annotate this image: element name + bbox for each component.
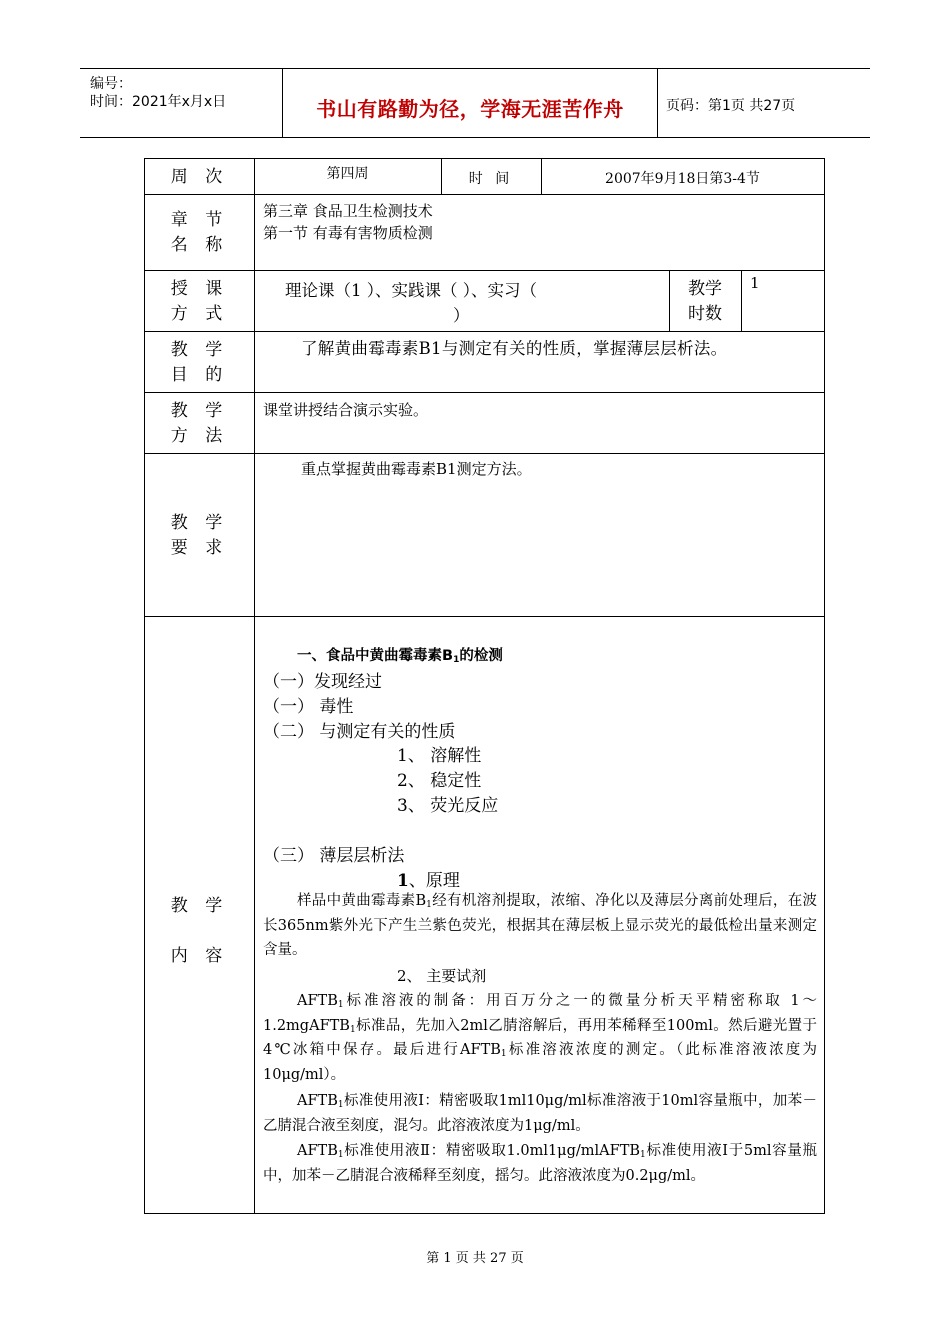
purpose-label-line-1: 教 学 — [170, 340, 229, 360]
hours-label-line-2: 时数 — [688, 304, 722, 324]
content-label — [145, 881, 254, 981]
content-line: 1、原理 — [397, 871, 460, 891]
time-value: 2007年9月18日第3-4节 — [605, 171, 760, 187]
requirement-label — [145, 511, 254, 561]
method-label-line-2: 方 法 — [170, 426, 229, 446]
label-column-divider — [254, 159, 255, 1213]
chapter-label — [145, 208, 254, 258]
hours-value: 1 — [750, 274, 760, 292]
principle-paragraph: 样品中黄曲霉毒素$B_1$经有机溶剂提取，浓缩、净化以及薄层分离前处理后，在波长365nm紫外光下产生兰紫色荧光，根据其在薄层板上显示荧光的最低检出量来测定含量。 — [263, 893, 818, 958]
content-line: （一）发现经过 — [263, 672, 382, 692]
chapter-line: 第三章 食品卫生检测技术 — [263, 202, 433, 220]
content-line: 2、 稳定性 — [397, 771, 482, 791]
content-label-line-2: 内 容 — [170, 946, 229, 966]
mode-label-line-1: 授 课 — [170, 279, 229, 299]
requirement-text: 重点掌握黄曲霉毒素B1测定方法。 — [301, 460, 532, 478]
document-header — [80, 68, 870, 138]
document-number-label: 编号： — [90, 76, 132, 92]
mode-value — [263, 278, 663, 328]
row-divider — [145, 331, 824, 332]
row-divider — [145, 616, 824, 617]
content-line: （三） 薄层层析法 — [263, 846, 405, 866]
requirement-label-line-1: 教 学 — [170, 513, 229, 533]
working-solution-1-paragraph: $AFTB_1$标准使用液Ⅰ：精密吸取1ml10μg/ml标准溶液于10ml容量瓶中，加苯－乙腈混合液至刻度，混匀。此溶液浓度为1μg/ml。 — [263, 1093, 817, 1134]
row-divider — [145, 194, 824, 195]
header-motto-cell — [282, 69, 658, 137]
working-solution-2-paragraph: $AFTB_1$标准使用液Ⅱ：精密吸取1.0ml1μg/mlAFTB$_1$标准使用液Ⅰ于5ml容量瓶中，加苯－乙腈混合液稀释至刻度，摇匀。此溶液浓度为0.2μg/ml。 — [263, 1143, 817, 1184]
content-line: （一） 毒性 — [263, 697, 354, 717]
time-label: 时 间 — [468, 171, 514, 187]
week-value: 第四周 — [326, 166, 369, 182]
mode-line-1: 理论课（1 ）、实践课（ ）、实习（ — [285, 281, 537, 300]
content-heading: 一、食品中黄曲霉毒素$B_1$的检测 — [297, 648, 503, 665]
header-left-cell — [80, 69, 282, 137]
mode-label — [145, 277, 254, 327]
hours-label — [669, 277, 741, 327]
header-page-cell — [658, 69, 870, 137]
purpose-label — [145, 338, 254, 388]
content-line: 2、 主要试剂 — [397, 967, 487, 985]
content-line: 1、 溶解性 — [397, 746, 482, 766]
row-divider — [145, 453, 824, 454]
method-text: 课堂讲授结合演示实验。 — [263, 401, 429, 419]
content-line: （二） 与测定有关的性质 — [263, 722, 456, 742]
hours-label-line-1: 教学 — [688, 279, 722, 299]
row-divider — [145, 270, 824, 271]
content-line: 3、 荧光反应 — [397, 796, 499, 816]
purpose-text: 了解黄曲霉毒素B1与测定有关的性质，掌握薄层层析法。 — [301, 339, 728, 358]
chapter-names — [263, 200, 433, 244]
method-label — [145, 399, 254, 449]
page-footer: 第 1 页 共 27 页 — [426, 1251, 524, 1266]
document-time-label: 时间：2021年x月x日 — [90, 94, 227, 110]
row-divider — [145, 392, 824, 393]
chapter-label-line-2: 名 称 — [170, 235, 229, 255]
method-label-line-1: 教 学 — [170, 401, 229, 421]
header-motto: 书山有路勤为径，学海无涯苦作舟 — [316, 97, 624, 121]
standard-solution-paragraph: $AFTB_1$标准溶液的制备：用百万分之一的微量分析天平精密称取 1～1.2mgAFTB$_1$标准品，先加入2ml乙腈溶解后，再用苯稀释至100ml。然后避光置于4℃冰箱中保存。最后进行$AFTB_1$标准溶液浓度的测定。（此标准溶液浓度为10μg/ml）。 — [263, 993, 817, 1083]
content-label-line-1: 教 学 — [170, 896, 229, 916]
requirement-label-line-2: 要 求 — [170, 538, 229, 558]
section-line: 第一节 有毒有害物质检测 — [263, 224, 433, 242]
lesson-plan-table — [144, 158, 825, 1214]
header-page-info: 页码：第1页 共27页 — [666, 98, 796, 114]
purpose-label-line-2: 目 的 — [170, 365, 229, 385]
mode-line-2: ） — [453, 306, 470, 325]
week-label: 周 次 — [170, 167, 229, 187]
mode-label-line-2: 方 式 — [170, 304, 229, 324]
chapter-label-line-1: 章 节 — [170, 210, 229, 230]
column-divider — [741, 270, 742, 331]
